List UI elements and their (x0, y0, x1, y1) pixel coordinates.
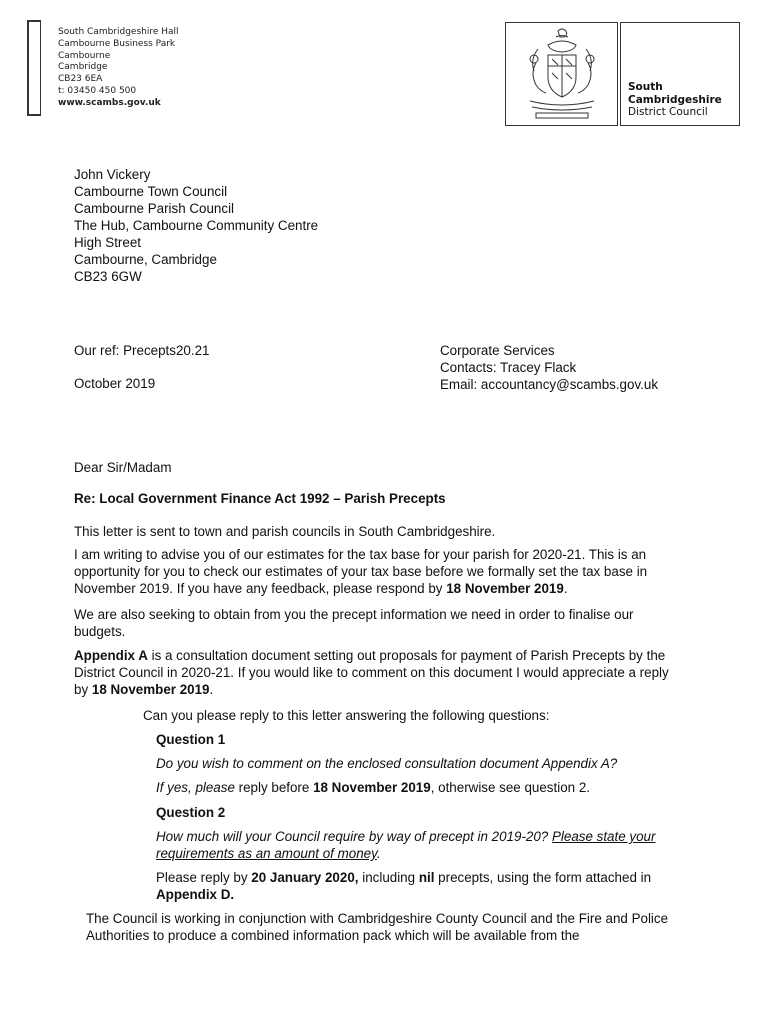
recipient-line: Cambourne Town Council (74, 184, 228, 199)
sender-address (58, 27, 179, 110)
sender-address-line: South Cambridgeshire Hall (58, 27, 179, 37)
para2-text: I am writing to advise you of our estimates for the tax base for your parish for 2020-21. This is an opportunity for you to check our estimates of your tax base before we formally set the tax base in November 2019. If you have any feedback, please respond by (74, 547, 648, 596)
contacts: Contacts: Tracey Flack (440, 360, 577, 375)
q2-reply-text-2: including (358, 870, 419, 885)
sender-address-line: Cambourne Business Park (58, 38, 176, 49)
paragraph-3: We are also seeking to obtain from you the precept information we need in order to finalise our budgets. (74, 607, 634, 639)
question-2-title: Question 2 (156, 805, 226, 820)
recipient-line: Cambourne, Cambridge (74, 252, 217, 267)
department: Corporate Services (440, 343, 555, 358)
question-2-text (156, 828, 686, 862)
paragraph-2 (74, 546, 674, 597)
coat-of-arms-box (505, 22, 618, 126)
subject-line: Re: Local Government Finance Act 1992 – Parish Precepts (74, 491, 446, 506)
letter-date: October 2019 (74, 376, 156, 391)
appendix-d-ref: Appendix D. (156, 887, 235, 902)
q2-reply-text: Please reply by (156, 870, 252, 885)
council-name-box (620, 22, 740, 126)
questions-intro: Can you please reply to this letter answering the following questions: (143, 708, 550, 723)
recipient-line: High Street (74, 235, 141, 250)
para4-deadline: 18 November 2019 (91, 682, 210, 697)
recipient-line: The Hub, Cambourne Community Centre (74, 218, 319, 233)
council-logo-text (628, 81, 722, 119)
recipient-line: Cambourne Parish Council (74, 201, 235, 216)
para4-text: is a consultation document setting out proposals for payment of Parish Precepts by the District Council in 2020-21. If you would like to comment on this document I would appreciate a reply by (74, 648, 669, 697)
appendix-a-ref: Appendix A (74, 648, 148, 663)
question-1-title: Question 1 (156, 732, 226, 747)
q2-nil: nil (418, 870, 435, 885)
q2-question: How much will your Council require by way of precept in 2019-20? (156, 829, 552, 844)
paragraph-1: This letter is sent to town and parish councils in South Cambridgeshire. (74, 524, 496, 539)
salutation: Dear Sir/Madam (74, 460, 172, 475)
q1-deadline: 18 November 2019 (313, 780, 431, 795)
q1-reply-text: reply before (234, 780, 314, 795)
council-name-line: South (628, 81, 663, 93)
closing-paragraph: The Council is working in conjunction with Cambridgeshire County Council and the Fire and Police Authorities to produce a combined information pack which will be available from the (86, 911, 669, 943)
q2-instruction: Please state your requirements as an amount of money (156, 829, 656, 861)
q2-deadline: 20 January 2020, (251, 870, 359, 885)
q1-reply-end: , otherwise see question 2. (430, 780, 590, 795)
para2-deadline: 18 November 2019 (446, 581, 564, 596)
recipient-line: CB23 6GW (74, 269, 142, 284)
paragraph-4 (74, 647, 670, 698)
sender-website[interactable]: www.scambs.gov.uk (58, 97, 161, 108)
question-1-text: Do you wish to comment on the enclosed consultation document Appendix A? (156, 756, 618, 771)
para2-end: . (563, 581, 568, 596)
para4-end: . (209, 682, 214, 697)
sender-phone: t: 03450 450 500 (58, 85, 137, 96)
recipient-line: John Vickery (74, 167, 151, 182)
question-1-reply (156, 779, 686, 796)
question-2-reply (156, 869, 686, 903)
council-name-line: Cambridgeshire (628, 93, 722, 106)
council-name-line: District Council (628, 106, 708, 118)
q1-reply-italic: If yes, please (156, 780, 235, 795)
contact-email[interactable]: Email: accountancy@scambs.gov.uk (440, 377, 659, 392)
q2-reply-text-3: precepts, using the form attached in (434, 870, 652, 885)
q2-end: . (376, 846, 381, 861)
recipient-address (74, 166, 318, 285)
sender-address-line: CB23 6EA (58, 74, 103, 85)
sender-address-line: Cambridge (58, 62, 108, 73)
our-ref: Our ref: Precepts20.21 (74, 343, 210, 358)
contact-block (440, 342, 658, 393)
sender-address-line: Cambourne (58, 50, 111, 61)
coat-of-arms-icon (506, 23, 617, 125)
address-bracket (27, 20, 41, 116)
